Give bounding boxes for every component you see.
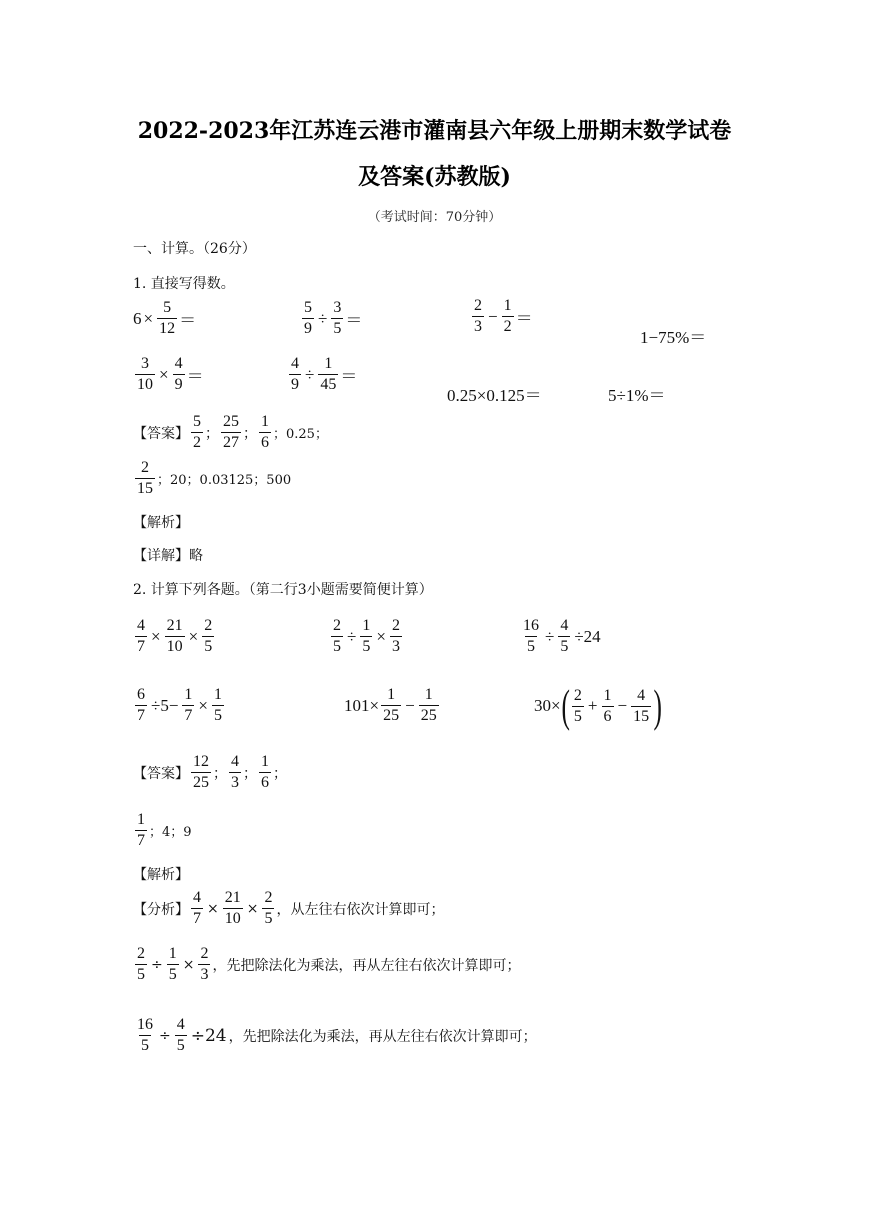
- q2-item-4: $\frac{6}{7}$ ÷5− $\frac{1}{7}$ × $\frac{1}{5}$: [137, 686, 223, 724]
- doc-title-line2: 及答案(苏教版): [358, 164, 511, 190]
- q1-item-7: 0.25×0.125＝: [447, 386, 542, 405]
- q2-item-6: 30× ( $\frac{2}{5}$ + $\frac{1}{6}$ − $\frac{4}{15}$ ): [534, 680, 662, 731]
- q1-item-1: 6 × $\frac{5}{12}$ ＝: [133, 299, 197, 337]
- q1-item-3: $\frac{2}{3}$ − $\frac{1}{2}$ ＝: [474, 297, 533, 335]
- q1-item-6: $\frac{4}{9}$ ÷ $\frac{1}{45}$ ＝: [291, 355, 358, 393]
- q2-answer-line2: $\frac{1}{7}$ ；4；9: [137, 811, 192, 849]
- q2-label: 2. 计算下列各题。（第二行3小题需要简便计算）: [133, 582, 433, 598]
- doc-title-line1: 2022-2023年江苏连云港市灌南县六年级上册期末数学试卷: [137, 118, 732, 144]
- q2-item-2: $\frac{2}{5}$ ÷ $\frac{1}{5}$ × $\frac{2}{3}$: [333, 617, 400, 655]
- q2-answer-line1: 【答案】 $\frac{12}{25}$ ； $\frac{4}{3}$ ； $\frac{1}{6}$ ；: [133, 753, 287, 791]
- q2-analysis-label: 【解析】: [133, 867, 189, 883]
- q2-fenxi-line3: $\frac{16}{5}$ ÷ $\frac{4}{5}$ ÷24 ，先把除法化为乘法，再从左往右依次计算即可；: [137, 1016, 537, 1054]
- q2-item-5: 101× $\frac{1}{25}$ − $\frac{1}{25}$: [344, 686, 437, 724]
- section1-heading: 一、计算。（26分）: [133, 241, 256, 257]
- q1-answer-line2: $\frac{2}{15}$ ；20；0.03125；500: [137, 459, 292, 497]
- q2-item-3: $\frac{16}{5}$ ÷ $\frac{4}{5}$ ÷24: [523, 617, 601, 655]
- q1-item-2: $\frac{5}{9}$ ÷ $\frac{3}{5}$ ＝: [304, 299, 363, 337]
- q1-item-8: 5÷1%＝: [608, 386, 666, 405]
- q1-analysis-label: 【解析】: [133, 515, 189, 531]
- q1-answer-line1: 【答案】 $\frac{5}{2}$ ； $\frac{25}{27}$ ； $\frac{1}{6}$ ；0.25；: [133, 413, 328, 451]
- q2-fenxi-line2: $\frac{2}{5}$ ÷ $\frac{1}{5}$ × $\frac{2}{3}$ ，先把除法化为乘法，再从左往右依次计算即可；: [137, 945, 521, 983]
- q1-label: 1. 直接写得数。: [133, 276, 235, 292]
- q2-item-1: $\frac{4}{7}$ × $\frac{21}{10}$ × $\frac{2}{5}$: [137, 617, 213, 655]
- q2-fenxi-line1: 【分析】 $\frac{4}{7}$ × $\frac{21}{10}$ × $\frac{2}{5}$ ，从左往右依次计算即可；: [133, 889, 445, 927]
- q1-item-4: 1−75%＝: [640, 328, 707, 347]
- q1-detail: 【详解】略: [133, 548, 203, 564]
- q1-item-5: $\frac{3}{10}$ × $\frac{4}{9}$ ＝: [137, 355, 204, 393]
- exam-time: （考试时间：70分钟）: [367, 210, 502, 225]
